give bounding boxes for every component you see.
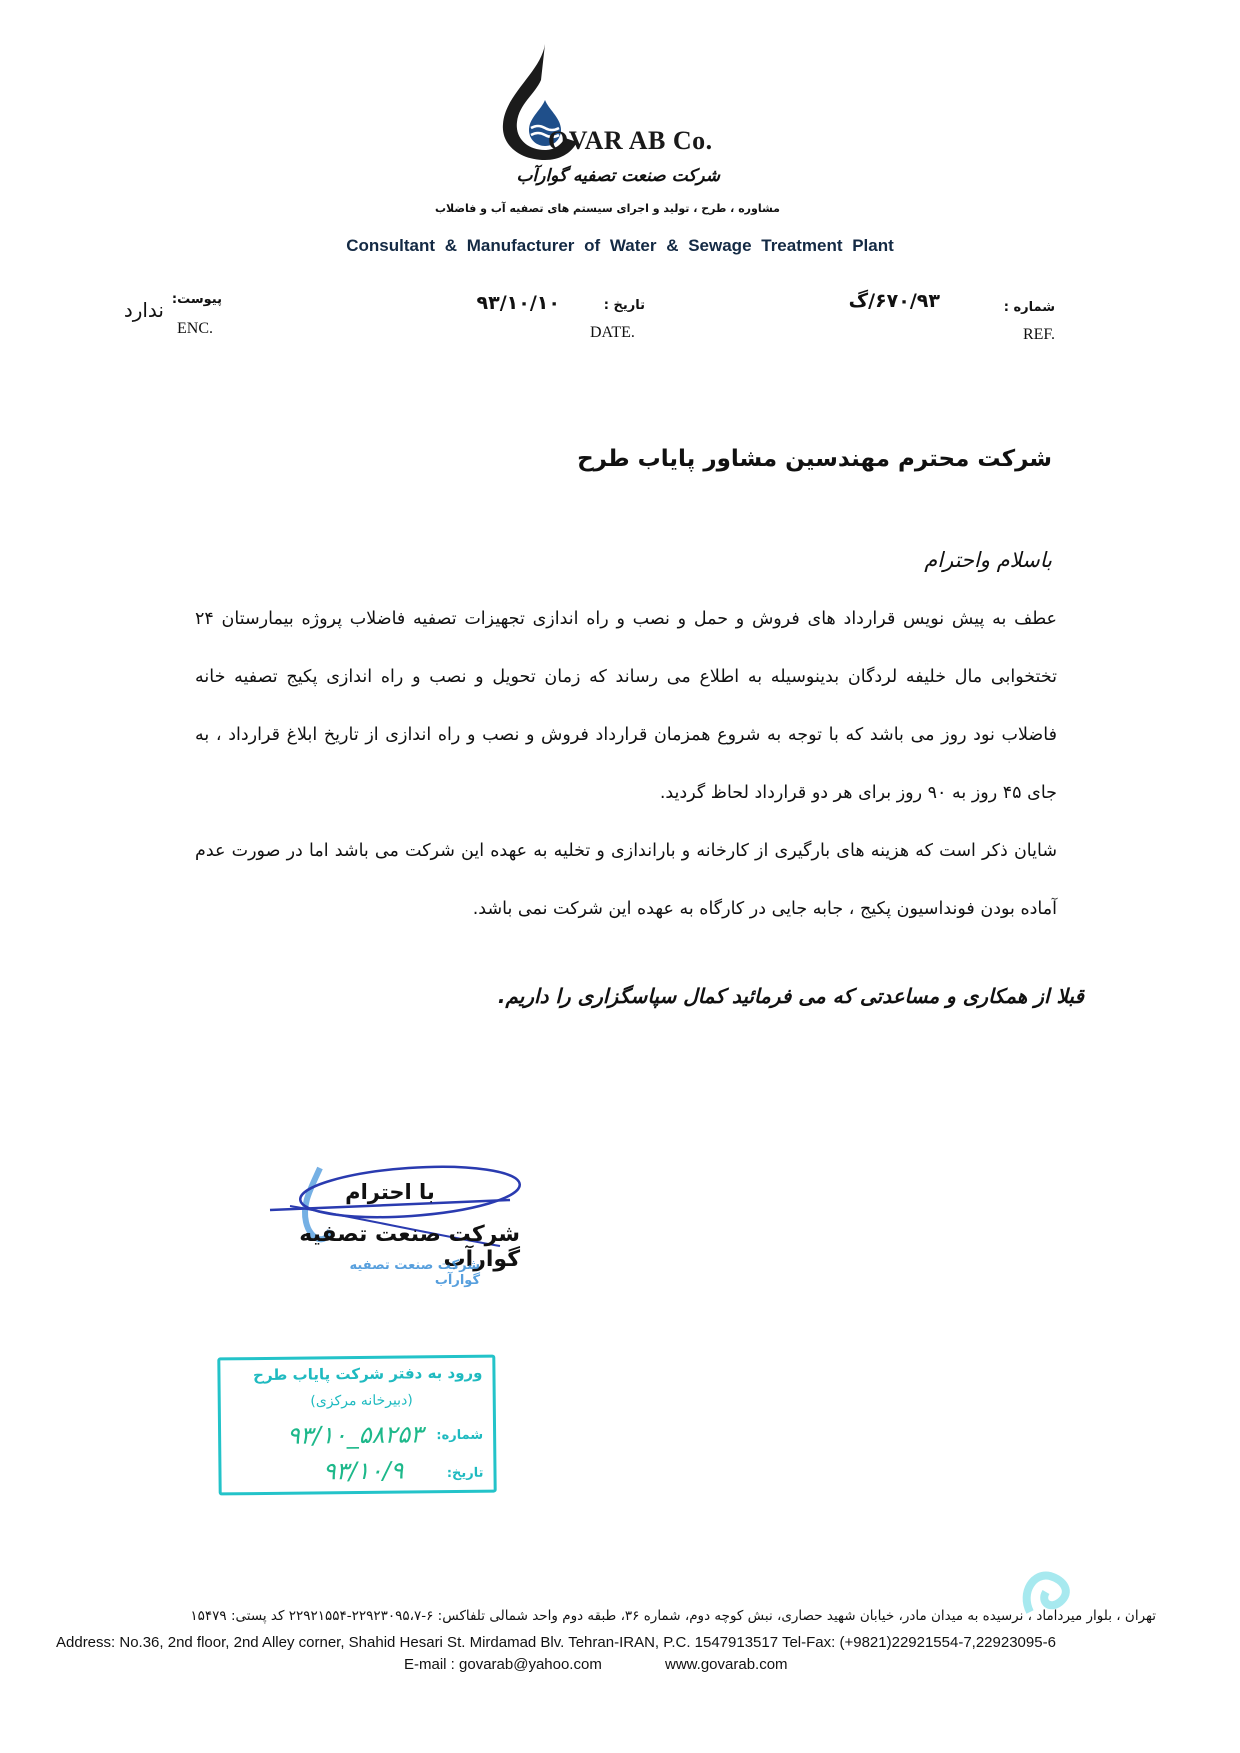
- enclosure-label-en: ENC.: [177, 320, 213, 337]
- date-label-en: DATE.: [590, 324, 635, 341]
- stamp-date-label: تاریخ:: [446, 1465, 484, 1482]
- company-name-en: OVAR AB Co.: [548, 126, 713, 155]
- stamp-subtitle: (دبیرخانه مرکزی): [310, 1392, 413, 1410]
- tagline-fa: مشاوره ، طرح ، تولید و اجرای سیستم های تصفیه آب و فاضلاب: [434, 202, 780, 215]
- closing-line: قبلا از همکاری و مساعدتی که می فرمائید کمال سپاسگزاری را داریم.: [497, 984, 1084, 1008]
- footer-website[interactable]: www.govarab.com: [665, 1656, 788, 1673]
- body-paragraph: عطف به پیش نویس قرارداد های فروش و حمل و نصب و راه اندازی تجهیزات تصفیه فاضلاب پروژه بیمارستان ۲۴ تختخوابی مال خلیفه لردگان بدینوسیله به اطلاع می رساند که زمان تحویل و نصب و راه اندازی پکیج تصفیه خانه فاضلاب نود روز می باشد که با توجه به شروع همزمان قرارداد فروش و نصب و راه اندازی از تاریخ ابلاغ قرارداد ، به جای ۴۵ روز به ۹۰ روز برای هر دو قرارداد لحاظ گردید.: [195, 609, 1057, 803]
- signature-regards: با احترام: [345, 1180, 435, 1204]
- enclosure-label-fa: پیوست:: [171, 292, 222, 307]
- letter-date: ۹۳/۱۰/۱۰: [476, 292, 560, 314]
- footer-address-en: Address: No.36, 2nd floor, 2nd Alley corner, Shahid Hesari St. Mirdamad Blv. Tehran-IRAN, P.C. 1547913517 Tel-Fax: (+9821)22921554-7,22923095-6: [56, 1634, 1056, 1651]
- date-label-fa: تاریخ :: [603, 298, 645, 313]
- receipt-stamp: [217, 1355, 496, 1496]
- ref-label-fa: شماره :: [1003, 300, 1055, 315]
- ref-label-en: REF.: [1022, 326, 1055, 343]
- stamp-date-value: ۹۳/۱۰/۹: [322, 1456, 404, 1486]
- letter-body: [195, 590, 1057, 938]
- footer-address-fa: تهران ، بلوار میرداماد ، نرسیده به میدان مادر، خیابان شهید حصاری، نبش کوچه دوم، شماره ۳۶، طبقه دوم واحد شمالی تلفاکس: ۶-۲۲۹۲۳۰۹۵،۷-۲۲۹۲۱۵۵۴ کد پستی: ۱۵۴۷۹: [190, 1608, 1156, 1624]
- stamp-number-label: شماره:: [436, 1427, 484, 1444]
- salutation: باسلام واحترام: [924, 548, 1052, 572]
- enclosure-value: ندارد: [123, 298, 164, 322]
- tagline-en: Consultant & Manufacturer of Water & Sewage Treatment Plant: [346, 236, 894, 255]
- recipient: شرکت محترم مهندسین مشاور پایاب طرح: [577, 446, 1052, 472]
- stamp-title: ورود به دفتر شرکت پایاب طرح: [253, 1363, 483, 1385]
- company-stamp: شرکت صنعت تصفیه گوارآب: [349, 1258, 480, 1288]
- signature-company: شرکت صنعت تصفیه گوارآب: [299, 1222, 520, 1272]
- company-name-fa: شرکت صنعت تصفیه گوارآب: [516, 166, 720, 186]
- ref-number: ۶۷۰/۹۳/گ: [848, 290, 940, 312]
- footer-email[interactable]: E-mail : govarab@yahoo.com: [404, 1656, 602, 1673]
- body-paragraph: شایان ذکر است که هزینه های بارگیری از کارخانه و باراندازی و تخلیه به عهده این شرکت می باشد اما در صورت عدم آماده بودن فونداسیون پکیج ، جابه جایی در کارگاه به عهده این شرکت نمی باشد.: [195, 841, 1057, 919]
- stamp-number-value: ۵۸۲۵۳_۹۳/۱۰: [286, 1420, 424, 1450]
